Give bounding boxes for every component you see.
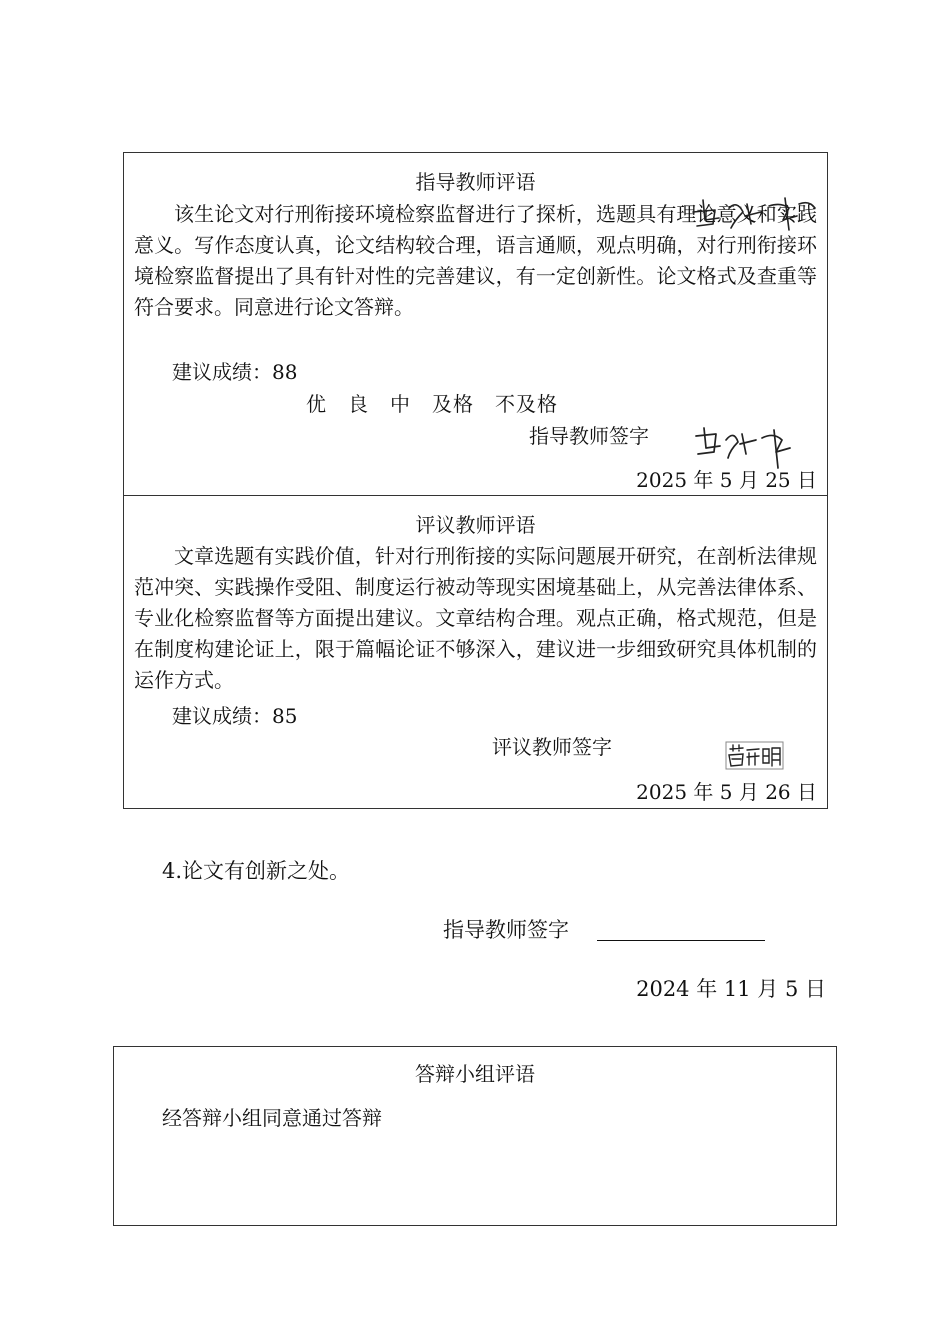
reviewer-comment-text — [134, 541, 817, 696]
reviewer-signature — [725, 741, 785, 771]
defense-comment-title: 答辩小组评语 — [415, 1062, 535, 1086]
supervisor-comment-title: 指导教师评语 — [415, 170, 536, 194]
supervisor-grade: 建议成绩：88 — [172, 360, 298, 384]
reviewer-comment-paragraph: 文章选题有实践价值，针对行刑衔接的实际问题展开研究，在剖析法律规范冲突、实践操作受阻、制度运行被动等现实困境基础上，从完善法律体系、专业化检察监督等方面提出建议。文章结构合理。观点正确，格式规范，但是在制度构建论证上，限于篇幅论证不够深入，建议进一步细致研究具体机制的运作方式。 — [134, 544, 817, 692]
reviewer-comment-title: 评议教师评语 — [415, 513, 536, 537]
supervisor-signature — [690, 422, 800, 472]
reviewer-sign-date: 2025 年 5 月 26 日 — [636, 780, 817, 804]
signature-underline — [597, 940, 765, 941]
defense-comment-text: 经答辩小组同意通过答辩 — [162, 1106, 382, 1130]
defense-comment-box — [113, 1046, 837, 1226]
supervisor-sign-label: 指导教师签字 — [529, 424, 649, 448]
innovation-date: 2024 年 11 月 5 日 — [636, 977, 826, 1001]
innovation-heading: 4.论文有创新之处。 — [162, 859, 351, 883]
reviewer-grade: 建议成绩：85 — [172, 704, 298, 728]
supervisor-signature-scribble-top — [685, 190, 825, 240]
supervisor-comment-paragraph: 该生论文对行刑衔接环境检察监督进行了探析，选题具有理论意义和实践意义。写作态度认真，论文结构较合理，语言通顺，观点明确，对行刑衔接环境检察监督提出了具有针对性的完善建议，有一定创新性。论文格式及查重等符合要求。同意进行论文答辩。 — [134, 202, 817, 319]
reviewer-sign-label: 评议教师签字 — [492, 735, 612, 759]
supervisor-sign-date: 2025 年 5 月 25 日 — [636, 468, 817, 492]
innovation-sign-label: 指导教师签字 — [443, 918, 569, 942]
grade-scale: 优 良 中 及格 不及格 — [306, 392, 558, 416]
reviewer-comment-box — [123, 495, 828, 809]
